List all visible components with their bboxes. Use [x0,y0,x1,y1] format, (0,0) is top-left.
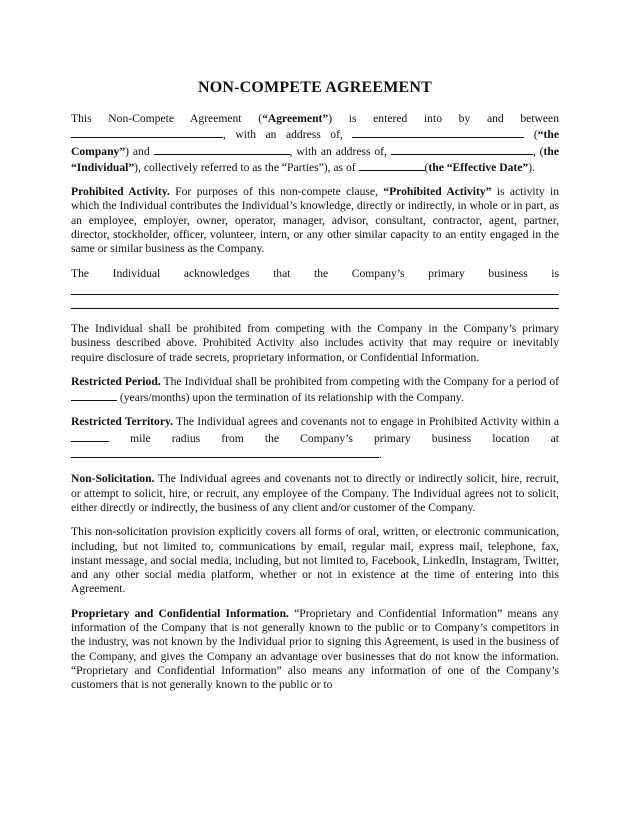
individual-term: the “Individual” [71,144,559,174]
intro-text: ( [524,128,538,142]
confidential-information-text: “Proprietary and Confidential Information” means any information of the Company that is not generally known to the public or to Company’s competitors in the industry, was not known by the Individual prior to signing this Agreement, is used in the business of the Company, and gives the Company an advantage over businesses that do not know the information. “Proprietary and Confidential Information” also means any information of one of the Company’s customers that is not generally known to the public or to [71,606,559,692]
intro-text: ) is entered into by and between [328,112,559,125]
individual-name-blank[interactable] [154,143,290,155]
intro-text: ( [424,160,429,174]
ack-word: primary [428,266,465,280]
acknowledgement-line [71,267,559,281]
primary-business-blank-line-1[interactable] [71,281,559,295]
intro-paragraph [71,112,559,175]
restricted-period-paragraph [71,375,559,406]
restricted-territory-text: The Individual agrees and covenants not to engage in Prohibited Activity within a [173,415,559,429]
intro-text: ), collectively referred to as the “Parties”), as of [134,160,359,174]
restricted-territory-text: . [379,448,382,462]
document-page [71,78,559,703]
ack-word: Individual [112,266,161,280]
intro-text: ) and [125,144,154,158]
ack-word: The [71,266,90,280]
ack-word: that [273,266,291,280]
restricted-territory-heading: Restricted Territory. [71,415,174,429]
ack-word: is [551,266,559,280]
prohibited-activity-term: “Prohibited Activity” [383,185,492,199]
prohibited-activity-paragraph [71,185,559,256]
effective-date-blank[interactable] [359,159,425,171]
restricted-territory-paragraph [71,415,559,462]
confidential-information-paragraph [71,607,559,693]
ack-word: Company’s [351,266,405,280]
ack-word: the [314,266,329,280]
prohibited-activity-text: For purposes of this non-compete clause, [169,185,384,199]
intro-text: , with an address of, [223,128,353,142]
company-term: “the Company” [71,128,559,158]
non-solicitation-text: The Individual agrees and covenants not to directly or indirectly solicit, hire, recruit, or attempt to solicit, hire, or recruit, any employee of the Company. The Individual agrees not to solicit, either directly or indirectly, the business of any client and/or customer of the Company. [71,472,559,514]
document-title: NON-COMPETE AGREEMENT [198,79,432,96]
intro-text: This Non-Compete Agreement ( [71,112,263,125]
intro-text: , ( [532,144,544,158]
individual-address-blank[interactable] [391,143,533,155]
intro-text: ). [528,160,535,174]
primary-business-blank-line-2[interactable] [71,295,559,309]
restricted-period-heading: Restricted Period. [71,374,161,388]
company-name-blank[interactable] [71,126,223,138]
agreement-term: “Agreement” [262,112,329,125]
restricted-period-text: The Individual shall be prohibited from competing with the Company for a period of [160,374,559,388]
period-blank[interactable] [71,389,117,401]
non-solicitation-scope-paragraph: This non-solicitation provision explicitly covers all forms of oral, written, or electronic communication, including, but not limited to, communications by email, regular mail, express mail, telephone, fax, instant message, and social media, including, but not limited to, Facebook, LinkedIn, Instagram, Twitter, and any other social media platform, whether or not in existence at the time of entering into this Agreement. [71,525,559,596]
business-location-blank[interactable] [71,446,379,458]
intro-text: , with an address of, [289,144,391,158]
non-solicitation-heading: Non-Solicitation. [71,472,155,486]
ack-word: business [488,266,528,280]
restricted-period-text: (years/months) upon the termination of its relationship with the Company. [117,391,464,405]
company-address-blank[interactable] [352,126,524,138]
prohibited-scope-paragraph: The Individual shall be prohibited from competing with the Company in the Company’s primary business described above. Prohibited Activity also includes activity that may require or inevitably require disclosure of trade secrets, proprietary information, or Confidential Information. [71,321,559,364]
restricted-territory-text: mile radius from the Company’s primary business location at [109,431,559,445]
prohibited-activity-text: is activity in which the Individual contributes the Individual’s knowledge, directly or indirectly, in whole or in part, as an employee, employer, owner, operator, manager, advisor, consultant, contractor, agent, partner, director, stockholder, officer, volunteer, intern, or any other similar capacity to an entity engaged in the same or similar business as the Company. [71,185,559,256]
prohibited-activity-heading: Prohibited Activity. [71,185,170,199]
radius-blank[interactable] [71,430,109,442]
ack-word: acknowledges [183,266,250,280]
confidential-information-heading: Proprietary and Confidential Information. [71,606,289,620]
non-solicitation-paragraph [71,472,559,515]
effective-date-term: the “Effective Date” [428,160,529,174]
